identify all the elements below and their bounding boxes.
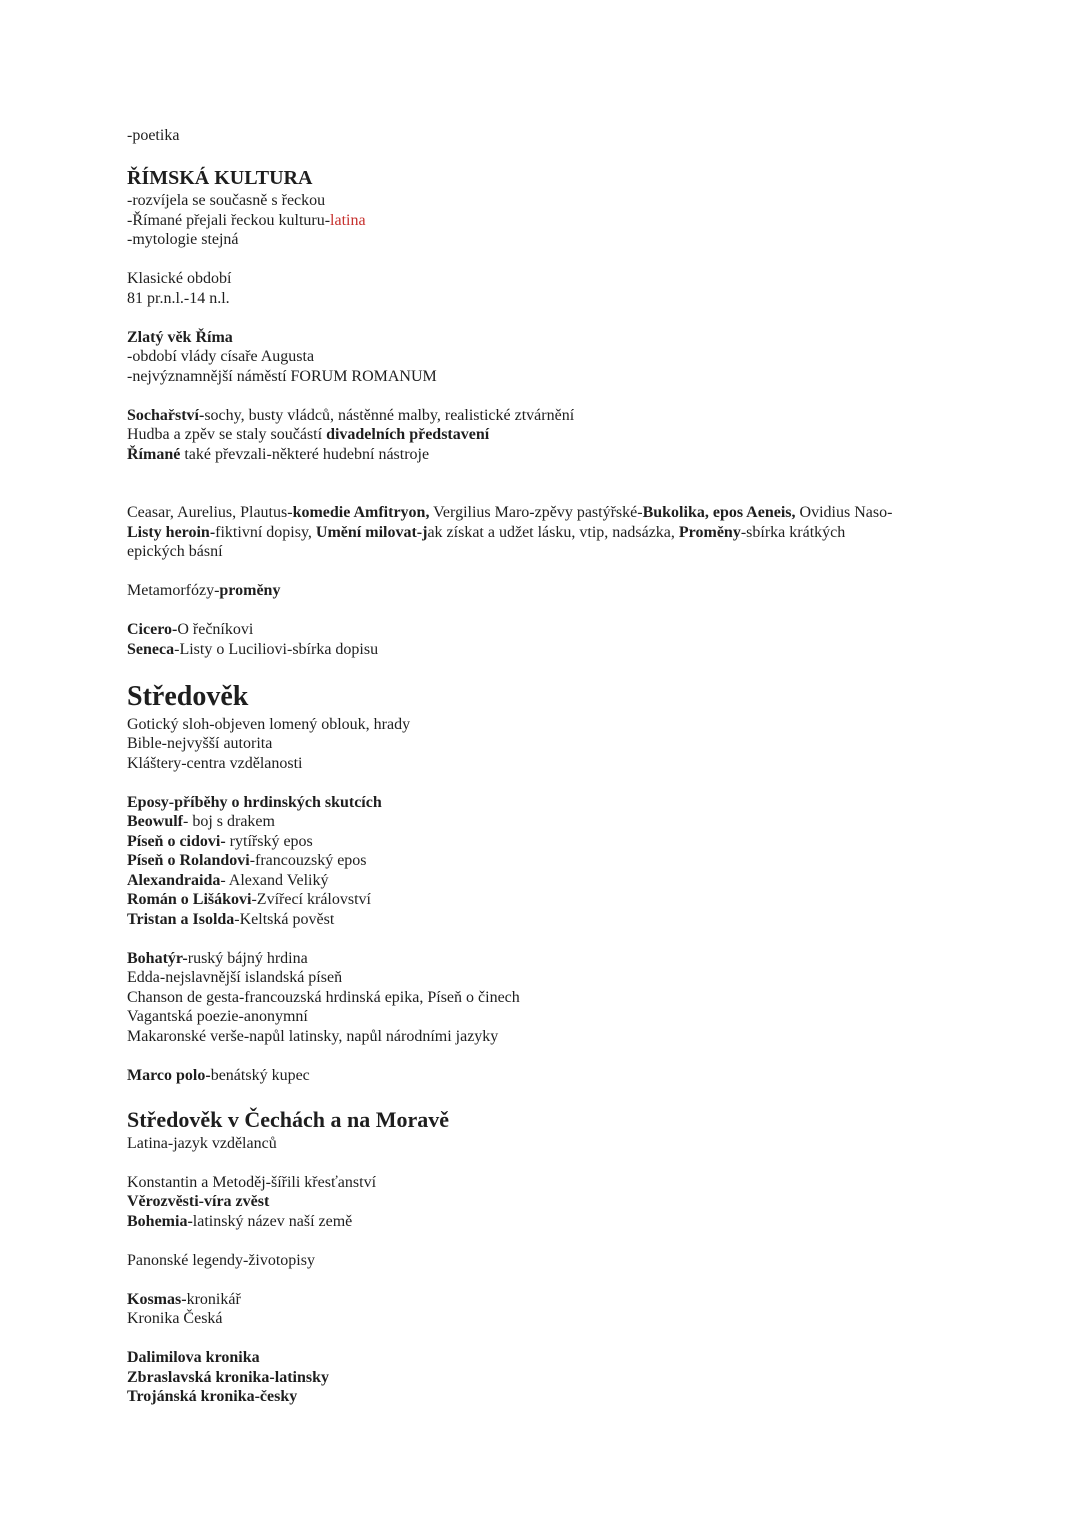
text-segment: - boj s drakem	[183, 813, 275, 830]
text-line	[127, 1212, 955, 1232]
text-segment: -období vlády císaře Augusta	[127, 348, 315, 365]
text-line	[127, 968, 955, 988]
bold-text-segment: Dalimilova kronika	[127, 1349, 260, 1366]
text-line	[127, 1387, 955, 1407]
poetika-note	[127, 126, 955, 146]
text-line	[127, 734, 955, 754]
text-segment: Bible-nejvyšší autorita	[127, 735, 273, 752]
text-line	[127, 1007, 955, 1027]
text-segment: rytířský epos	[225, 832, 313, 850]
bold-text-segment: Zlatý věk Říma	[127, 328, 233, 346]
text-segment: Latina-jazyk vzdělanců	[127, 1134, 277, 1152]
text-line	[127, 289, 955, 309]
bold-text-segment: Kosmas-	[127, 1290, 187, 1308]
text-line	[127, 793, 955, 813]
bold-text-segment: Tristan a Isolda	[127, 910, 235, 928]
metamorfozy	[127, 581, 955, 601]
text-segment: Edda-nejslavnější islandská píseň	[127, 969, 343, 986]
bold-text-segment: Bohemia-	[127, 1212, 193, 1230]
text-segment: Klasické období	[127, 270, 232, 287]
text-segment: Konstantin a Metoděj-šířili křesťanství	[127, 1173, 377, 1191]
text-segment: -rozvíjela se současně s řeckou	[127, 192, 326, 209]
text-line	[127, 542, 955, 562]
text-line	[127, 988, 955, 1008]
text-segment: -Římané přejali řeckou kulturu-	[127, 211, 331, 229]
bold-text-segment: Beowulf	[127, 813, 183, 830]
text-line	[127, 1134, 955, 1154]
text-segment: ruský bájný hrdina	[187, 949, 308, 967]
text-line	[127, 1251, 955, 1271]
section-stredovek-cechy	[127, 1105, 955, 1407]
text-line	[127, 581, 955, 601]
text-segment: fiktivní dopisy,	[215, 523, 316, 541]
text-segment: ak získat a udžet lásku, vtip, nadsázka,	[427, 523, 679, 541]
panonske-legendy	[127, 1251, 955, 1271]
text-segment: epických básní	[127, 543, 223, 560]
text-line	[127, 640, 955, 660]
text-line	[127, 211, 955, 231]
text-segment: Kronika Česká	[127, 1310, 223, 1327]
konstantin-metodej	[127, 1173, 955, 1232]
text-line	[127, 269, 955, 289]
bold-text-segment: proměny	[219, 582, 281, 599]
text-line	[127, 1348, 955, 1368]
latina-note	[127, 1134, 955, 1154]
text-segment: -mytologie stejná	[127, 231, 239, 248]
bold-text-segment: Píseň o cidovi-	[127, 832, 226, 850]
text-line	[127, 1192, 955, 1212]
text-segment: Vagantská poezie-anonymní	[127, 1008, 308, 1025]
klasicke-obdobi	[127, 269, 955, 308]
hrdinska-epika	[127, 949, 955, 1047]
text-segment: Chanson de gesta-francouzská hrdinská epika, Píseň o činech	[127, 988, 520, 1006]
text-line	[127, 620, 955, 640]
text-line	[127, 425, 955, 445]
bold-text-segment: Eposy-příběhy o hrdinských skutcích	[127, 793, 382, 811]
text-line	[127, 871, 955, 891]
text-segment: Gotický sloh-objeven lomený oblouk, hrady	[127, 715, 411, 733]
bold-text-segment: Sochařství-	[127, 406, 205, 424]
text-segment: Středověk	[127, 680, 249, 712]
bold-text-segment: Zbraslavská kronika-latinsky	[127, 1368, 329, 1386]
autori-dila	[127, 503, 955, 562]
text-line	[127, 367, 955, 387]
text-line	[127, 1309, 955, 1329]
text-segment: ŘÍMSKÁ KULTURA	[127, 167, 313, 189]
text-line	[127, 406, 955, 426]
text-line	[127, 812, 955, 832]
bold-text-segment: Věrozvěsti-víra zvěst	[127, 1193, 270, 1210]
text-line	[127, 230, 955, 250]
text-line	[127, 523, 955, 543]
text-line	[127, 191, 955, 211]
text-line	[127, 1290, 955, 1310]
text-segment: Metamorfózy-	[127, 582, 220, 599]
red-highlight-text: latina	[330, 211, 366, 229]
bold-text-segment: Alexandraida	[127, 871, 221, 889]
text-segment: latinský název naší země	[192, 1212, 353, 1230]
bold-text-segment: Umění milovat-j	[315, 523, 428, 541]
text-segment: benátský kupec	[210, 1066, 310, 1084]
text-segment: -francouzský epos	[249, 852, 367, 869]
bold-text-segment: Bukolika, epos Aeneis,	[642, 504, 796, 521]
text-line	[127, 328, 955, 348]
stredovek-cechy-heading	[127, 1105, 955, 1134]
section-intro	[127, 126, 955, 146]
text-line	[127, 949, 955, 969]
text-segment: -Zvířecí království	[251, 891, 371, 908]
bold-text-segment: divadelních představení	[326, 426, 490, 443]
stredovek-heading	[127, 679, 955, 715]
rimska-kultura-points	[127, 191, 955, 250]
text-segment: -Listy o Luciliovi-sbírka dopisu	[174, 640, 379, 658]
text-segment: Ceasar, Aurelius, Plautus-	[127, 504, 293, 521]
bold-text-segment: Píseň o Rolandovi	[127, 852, 250, 869]
bold-text-segment: Marco polo-	[127, 1066, 211, 1084]
text-line	[127, 165, 955, 191]
text-segment: Kláštery-centra vzdělanosti	[127, 754, 303, 772]
text-segment: Středověk v Čechách a na Moravě	[127, 1106, 450, 1132]
text-segment: -Keltská pověst	[234, 910, 335, 928]
eposy	[127, 793, 955, 930]
umeni-hudba	[127, 406, 955, 465]
text-segment: také převzali-některé hudební nástroje	[180, 445, 430, 463]
cicero-seneca	[127, 620, 955, 659]
text-line	[127, 347, 955, 367]
text-segment: Makaronské verše-napůl latinsky, napůl národními jazyky	[127, 1027, 499, 1045]
bold-text-segment: Listy heroin-	[127, 523, 216, 541]
text-segment: -sbírka krátkých	[740, 523, 846, 541]
zlaty-vek-rima	[127, 328, 955, 387]
text-line	[127, 679, 955, 715]
text-line	[127, 754, 955, 774]
text-segment: - Alexand Veliký	[220, 871, 329, 889]
rimska-kultura-heading	[127, 165, 955, 191]
text-line	[127, 910, 955, 930]
stredovek-points	[127, 715, 955, 774]
text-line	[127, 445, 955, 465]
marco-polo	[127, 1066, 955, 1086]
text-line	[127, 832, 955, 852]
text-segment: -poetika	[127, 127, 180, 144]
bold-text-segment: Římané	[127, 445, 181, 463]
text-segment: sochy, busty vládců, nástěnné malby, realistické ztvárnění	[204, 406, 575, 424]
text-segment: -nejvýznamnější náměstí FORUM ROMANUM	[127, 367, 437, 385]
text-segment: Ovidius Naso-	[795, 504, 893, 521]
text-segment: Panonské legendy-životopisy	[127, 1251, 315, 1269]
bold-text-segment: Proměny	[678, 523, 741, 541]
text-line	[127, 1027, 955, 1047]
text-line	[127, 890, 955, 910]
text-line	[127, 126, 955, 146]
kroniky	[127, 1348, 955, 1407]
text-segment: O řečníkovi	[177, 621, 254, 638]
bold-text-segment: komedie Amfitryon,	[292, 504, 430, 521]
text-line	[127, 1105, 955, 1134]
text-segment: kronikář	[186, 1290, 241, 1308]
text-line	[127, 503, 955, 523]
section-stredovek	[127, 679, 955, 1086]
section-rimska-kultura	[127, 165, 955, 659]
text-segment: Hudba a zpěv se staly součástí	[127, 426, 327, 443]
text-segment: Vergilius Maro-zpěvy pastýřské-	[429, 504, 643, 521]
text-segment: 81 pr.n.l.-14 n.l.	[127, 289, 230, 307]
bold-text-segment: Trojánská kronika-česky	[127, 1388, 298, 1405]
text-line	[127, 851, 955, 871]
bold-text-segment: Román o Lišákovi	[127, 891, 252, 908]
text-line	[127, 1066, 955, 1086]
bold-text-segment: Bohatýr-	[127, 949, 188, 967]
document-content	[127, 126, 955, 1407]
bold-text-segment: Seneca	[127, 640, 175, 658]
bold-text-segment: Cicero-	[127, 621, 178, 638]
kosmas	[127, 1290, 955, 1329]
text-line	[127, 1368, 955, 1388]
text-line	[127, 715, 955, 735]
text-line	[127, 1173, 955, 1193]
